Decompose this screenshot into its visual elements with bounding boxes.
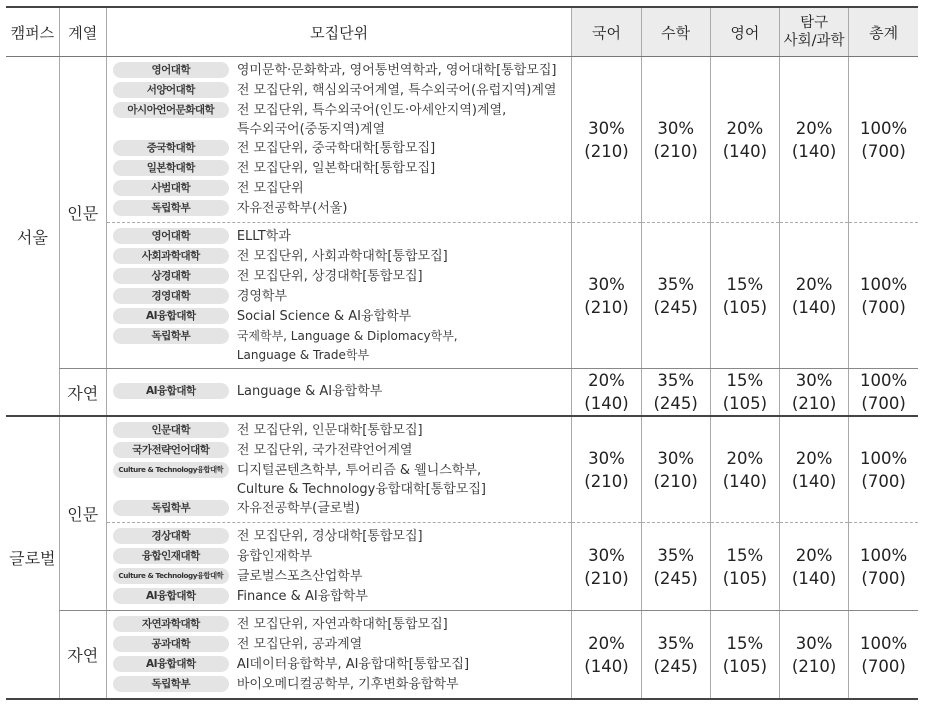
table-row: [6, 523, 918, 611]
ratio-percent: 20%: [726, 448, 764, 468]
unit-text: 전 모집단위, 인문대학[통합모집]: [236, 423, 423, 438]
unit-text-line1: 전 모집단위, 특수외국어(인도·아세안지역)계열,: [236, 103, 507, 118]
list-item: [113, 635, 572, 655]
list-item: [113, 547, 572, 567]
college-badge: 독립학부: [113, 328, 229, 344]
list-item: [113, 199, 572, 219]
ratio-points: (140): [791, 141, 837, 161]
ratio-percent: 100%: [860, 545, 908, 565]
list-item: [113, 675, 572, 695]
total-ratio: [849, 57, 918, 223]
ratio-points: (700): [861, 297, 906, 317]
units-cell: [106, 369, 572, 417]
admission-ratio-table-container: [6, 6, 918, 700]
ratio-percent: 15%: [726, 633, 764, 653]
ratio-points: (140): [722, 471, 768, 491]
ratio-points: (245): [653, 656, 698, 676]
ratio-percent: 30%: [657, 448, 695, 468]
header-inquiry-line2: 사회/과학: [783, 33, 845, 49]
ratio-percent: 100%: [860, 448, 908, 468]
college-badge: 사회과학대학: [113, 248, 229, 264]
list-item: [113, 527, 572, 547]
header-inquiry: [780, 7, 849, 57]
college-badge: 자연과학대학: [113, 616, 229, 632]
math-ratio: [641, 611, 710, 700]
unit-text: 전 모집단위, 국가전략언어계열: [236, 443, 413, 458]
college-badge: 사범대학: [113, 180, 229, 196]
college-badge: 일본학대학: [113, 160, 229, 176]
ratio-points: (105): [722, 297, 768, 317]
table-row: [6, 416, 918, 523]
ratio-percent: 20%: [726, 118, 764, 138]
units-cell: [106, 223, 572, 369]
list-item: [113, 421, 572, 441]
math-ratio: [641, 369, 710, 417]
header-math: 수학: [641, 7, 710, 57]
ratio-points: (105): [722, 568, 768, 588]
ratio-points: (140): [584, 656, 629, 676]
college-badge: 서양어대학: [113, 82, 229, 98]
track-global-humanities: 인문: [59, 416, 106, 611]
header-korean: 국어: [572, 7, 641, 57]
unit-text: [237, 327, 458, 365]
ratio-percent: 35%: [657, 633, 695, 653]
unit-text-line2: Culture & Technology융합대학[통합모집]: [236, 482, 486, 497]
inquiry-ratio: [780, 611, 849, 700]
table-row: [6, 369, 918, 417]
unit-text: 전 모집단위, 핵심외국어계열, 특수외국어(유럽지역)계열: [236, 83, 557, 98]
unit-text: 전 모집단위, 공과계열: [236, 637, 363, 652]
unit-text: 전 모집단위, 일본학대학[통합모집]: [236, 161, 436, 176]
college-badge: 영어대학: [113, 228, 229, 244]
list-item: [113, 159, 572, 179]
list-item: [113, 227, 572, 247]
units-cell: [106, 523, 572, 611]
table-row: [6, 611, 918, 700]
unit-text: 경영학부: [236, 289, 288, 304]
ratio-points: (245): [653, 568, 698, 588]
unit-text-line2: 특수외국어(중동지역)계열: [236, 122, 386, 137]
math-ratio: [641, 416, 710, 523]
list-item: [113, 139, 572, 159]
ratio-percent: 30%: [588, 448, 625, 468]
unit-text: 자유전공학부(서울): [236, 201, 348, 216]
unit-text-line1: 국제학부, Language & Diplomacy학부,: [236, 329, 458, 343]
list-item: [113, 61, 572, 81]
college-badge: 독립학부: [113, 676, 229, 692]
unit-text: Language & AI융합학부: [236, 384, 383, 399]
english-ratio: [710, 369, 779, 417]
header-units: 모집단위: [106, 7, 572, 57]
ratio-points: (140): [791, 297, 837, 317]
unit-text-line2: Language & Trade학부: [236, 348, 370, 362]
unit-text: [237, 461, 486, 499]
table-row: [6, 223, 918, 369]
inquiry-ratio: [780, 416, 849, 523]
unit-text: 전 모집단위: [236, 181, 304, 196]
unit-text-line1: 디지털콘텐츠학부, 투어리즘 & 웰니스학부,: [236, 463, 482, 478]
korean-ratio: [572, 369, 641, 417]
ratio-percent: 20%: [795, 274, 833, 294]
unit-text: 전 모집단위, 자연과학대학[통합모집]: [236, 617, 448, 632]
campus-global: 글로벌: [6, 416, 59, 699]
ratio-points: (140): [584, 394, 629, 413]
korean-ratio: [572, 57, 641, 223]
college-badge: 공과대학: [113, 636, 229, 652]
college-badge: 아시아언어문화대학: [113, 102, 229, 118]
ratio-percent: 15%: [726, 545, 764, 565]
college-badge: AI융합대학: [113, 656, 229, 672]
college-badge: Culture & Technology융합대학: [113, 462, 229, 478]
ratio-points: (700): [861, 568, 906, 588]
english-ratio: [710, 523, 779, 611]
ratio-points: (210): [791, 394, 837, 413]
ratio-points: (210): [584, 141, 629, 161]
total-ratio: [849, 523, 918, 611]
ratio-points: (105): [722, 656, 768, 676]
table-row: [6, 57, 918, 223]
list-item: [113, 655, 572, 675]
english-ratio: [710, 611, 779, 700]
unit-text: Social Science & AI융합학부: [236, 309, 412, 324]
korean-ratio: [572, 611, 641, 700]
header-row: [6, 7, 918, 57]
units-cell: [106, 611, 572, 700]
college-badge: 상경대학: [113, 268, 229, 284]
ratio-points: (245): [653, 394, 698, 413]
english-ratio: [710, 223, 779, 369]
ratio-points: (210): [584, 568, 629, 588]
unit-text: ELLT학과: [236, 229, 291, 244]
ratio-points: (700): [861, 471, 906, 491]
list-item: [113, 179, 572, 199]
college-badge: AI융합대학: [113, 383, 229, 399]
campus-seoul: 서울: [6, 57, 59, 417]
korean-ratio: [572, 523, 641, 611]
ratio-percent: 15%: [726, 371, 764, 390]
ratio-points: (700): [861, 394, 906, 413]
ratio-percent: 30%: [588, 274, 625, 294]
list-item: [113, 499, 572, 519]
ratio-points: (700): [861, 141, 906, 161]
total-ratio: [849, 611, 918, 700]
ratio-percent: 30%: [657, 118, 695, 138]
ratio-percent: 30%: [795, 371, 833, 390]
ratio-points: (210): [791, 656, 837, 676]
ratio-points: (700): [861, 656, 906, 676]
unit-text: 전 모집단위, 상경대학[통합모집]: [236, 269, 423, 284]
header-inquiry-line1: 탐구: [800, 15, 829, 31]
header-track: 계열: [59, 7, 106, 57]
list-item: [113, 587, 572, 607]
ratio-percent: 35%: [657, 545, 695, 565]
list-item: [113, 287, 572, 307]
inquiry-ratio: [780, 523, 849, 611]
ratio-percent: 20%: [588, 371, 625, 390]
unit-text: [237, 101, 506, 139]
ratio-points: (105): [722, 394, 768, 413]
ratio-points: (140): [791, 471, 837, 491]
header-campus: 캠퍼스: [6, 7, 59, 57]
list-item: [113, 81, 572, 101]
ratio-percent: 30%: [795, 633, 833, 653]
ratio-percent: 30%: [588, 118, 625, 138]
admission-ratio-table: [6, 6, 918, 700]
college-badge: Culture & Technology융합대학: [113, 568, 229, 584]
college-badge: 중국학대학: [113, 140, 229, 156]
college-badge: 경영대학: [113, 288, 229, 304]
college-badge: 독립학부: [113, 200, 229, 216]
total-ratio: [849, 416, 918, 523]
ratio-percent: 30%: [588, 545, 625, 565]
ratio-points: (140): [722, 141, 768, 161]
list-item: [113, 461, 572, 499]
ratio-points: (210): [653, 141, 698, 161]
unit-text: 전 모집단위, 중국학대학[통합모집]: [236, 141, 436, 156]
unit-text: 바이오메디컬공학부, 기후변화융합학부: [236, 677, 459, 692]
ratio-percent: 20%: [795, 118, 833, 138]
ratio-percent: 35%: [657, 274, 695, 294]
unit-text: 글로벌스포츠산업학부: [236, 569, 363, 584]
ratio-points: (210): [653, 471, 698, 491]
ratio-percent: 15%: [726, 274, 764, 294]
korean-ratio: [572, 416, 641, 523]
english-ratio: [710, 416, 779, 523]
ratio-percent: 100%: [860, 633, 908, 653]
inquiry-ratio: [780, 57, 849, 223]
ratio-points: (140): [791, 568, 837, 588]
list-item: [113, 247, 572, 267]
college-badge: 융합인재대학: [113, 548, 229, 564]
korean-ratio: [572, 223, 641, 369]
list-item: [113, 615, 572, 635]
list-item: [113, 327, 572, 365]
inquiry-ratio: [780, 223, 849, 369]
header-total: 총계: [849, 7, 918, 57]
ratio-percent: 20%: [795, 448, 833, 468]
unit-text: AI데이터융합학부, AI융합대학[통합모집]: [236, 657, 470, 672]
college-badge: 독립학부: [113, 500, 229, 516]
list-item: [113, 441, 572, 461]
unit-text: 전 모집단위, 경상대학[통합모집]: [236, 529, 423, 544]
list-item: [113, 267, 572, 287]
unit-text: 영미문학·문화학과, 영어통번역학과, 영어대학[통합모집]: [236, 63, 557, 78]
unit-text: Finance & AI융합학부: [236, 589, 368, 604]
college-badge: 국가전략언어대학: [113, 442, 229, 458]
college-badge: AI융합대학: [113, 588, 229, 604]
unit-text: 융합인재학부: [236, 549, 313, 564]
ratio-points: (245): [653, 297, 698, 317]
college-badge: 영어대학: [113, 62, 229, 78]
total-ratio: [849, 223, 918, 369]
track-global-natural: 자연: [59, 611, 106, 700]
units-cell: [106, 57, 572, 223]
math-ratio: [641, 523, 710, 611]
ratio-percent: 20%: [588, 633, 625, 653]
ratio-points: (210): [584, 471, 629, 491]
list-item: [113, 101, 572, 139]
inquiry-ratio: [780, 369, 849, 417]
header-english: 영어: [710, 7, 779, 57]
college-badge: 경상대학: [113, 528, 229, 544]
unit-text: 전 모집단위, 사회과학대학[통합모집]: [236, 249, 448, 264]
track-seoul-humanities: 인문: [59, 57, 106, 369]
unit-text: 자유전공학부(글로벌): [236, 501, 360, 516]
list-item: [113, 567, 572, 587]
ratio-percent: 20%: [795, 545, 833, 565]
list-item: [113, 307, 572, 327]
units-cell: [106, 416, 572, 523]
total-ratio: [849, 369, 918, 417]
ratio-points: (210): [584, 297, 629, 317]
ratio-percent: 100%: [860, 118, 908, 138]
ratio-percent: 100%: [860, 274, 908, 294]
ratio-percent: 35%: [657, 371, 695, 390]
english-ratio: [710, 57, 779, 223]
track-seoul-natural: 자연: [59, 369, 106, 417]
college-badge: 인문대학: [113, 422, 229, 438]
college-badge: AI융합대학: [113, 308, 229, 324]
ratio-percent: 100%: [860, 371, 908, 390]
math-ratio: [641, 223, 710, 369]
list-item: [113, 382, 572, 402]
math-ratio: [641, 57, 710, 223]
